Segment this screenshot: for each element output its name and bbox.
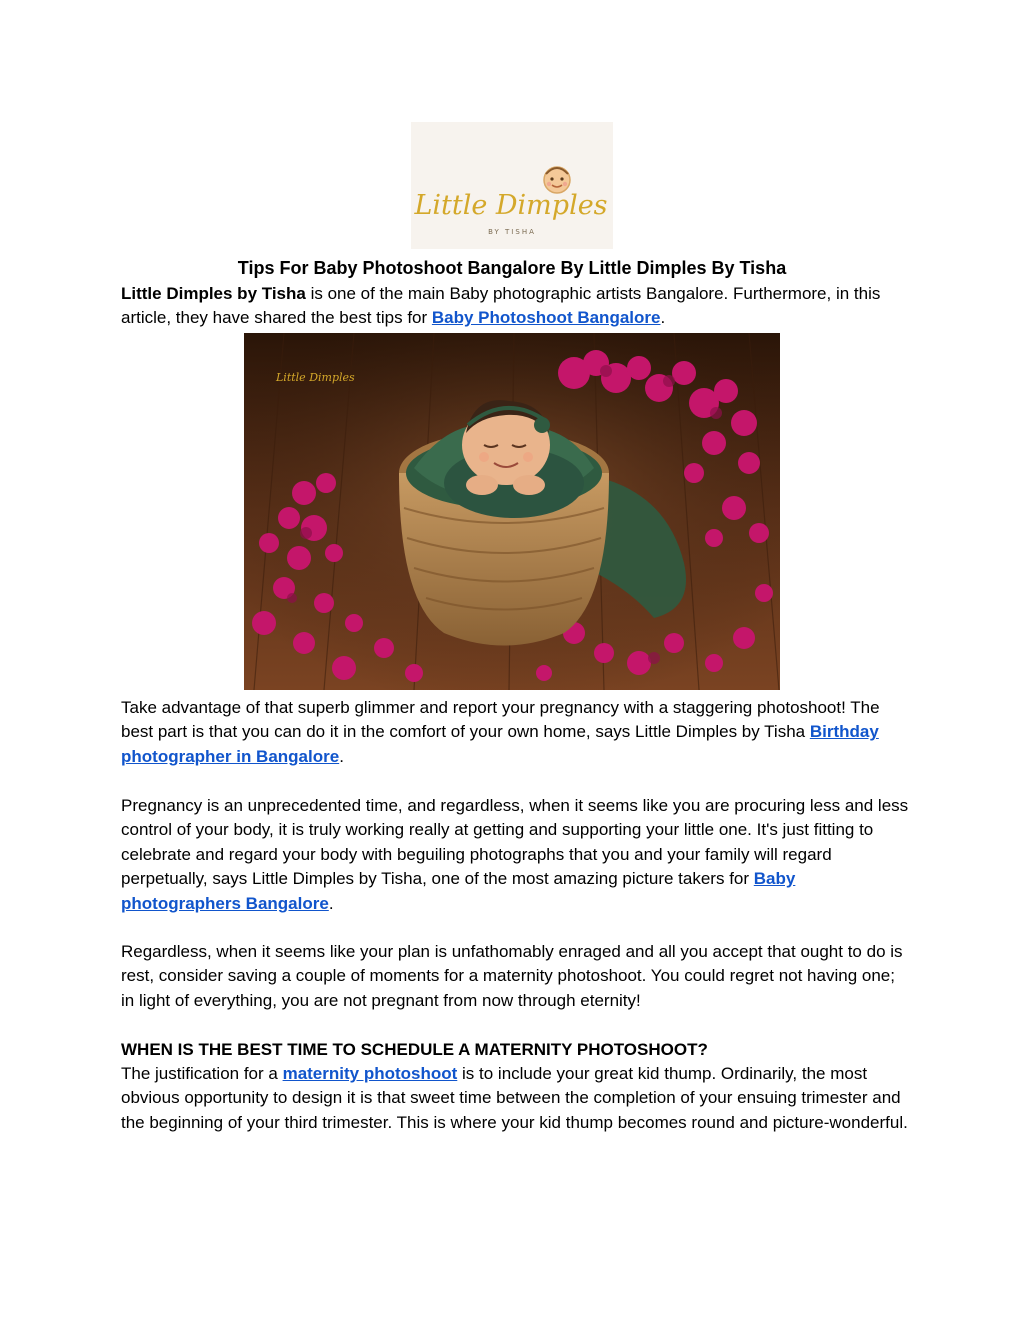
- logo-brand-text: Little Dimples: [414, 190, 608, 221]
- intro-text: is one of the main Baby photographic artists Bangalore. Furthermore, in this article, they have shared the best tips for: [121, 284, 881, 328]
- paragraph-2-end: .: [328, 893, 334, 913]
- photo-watermark: Little Dimples: [276, 371, 355, 384]
- paragraph-4: [121, 1062, 911, 1135]
- page-title: Tips For Baby Photoshoot Bangalore By Little Dimples By Tisha: [237, 258, 787, 278]
- paragraph-1-end: .: [339, 746, 344, 766]
- maternity-photoshoot-link[interactable]: maternity photoshoot: [282, 1064, 458, 1083]
- paragraph-1: [121, 696, 911, 769]
- birthday-photographer-link[interactable]: Birthday photographer in Bangalore: [121, 722, 879, 766]
- paragraph-4-text-before: The justification for a: [121, 1064, 283, 1083]
- baby-photoshoot-link[interactable]: Baby Photoshoot Bangalore: [431, 308, 661, 328]
- paragraph-3: Regardless, when it seems like your plan is unfathomably enraged and all you accept that ought to do is rest, consider saving a couple of moments for a maternity photoshoot. You could regret not having one; in light of everything, you are not pregnant from now through eternity!: [121, 942, 903, 1010]
- paragraph-2: [121, 794, 911, 916]
- paragraph-1-text: Take advantage of that superb glimmer and report your pregnancy with a staggering photoshoot! The best part is that you can do it in the comfort of your own home, says Little Dimples by Tisha: [121, 698, 880, 742]
- brand-logo: [411, 122, 613, 249]
- paragraph-2-text: Pregnancy is an unprecedented time, and regardless, when it seems like you are procuring less and less control of your body, it is truly working really at getting and supporting your little one. It's just fitting to celebrate and regard your body with beguiling photographs that you and your family will regard perpetually, says Little Dimples by Tisha, one of the most amazing picture takers for: [121, 796, 909, 889]
- intro-end: .: [660, 308, 666, 328]
- logo-sub-text: BY TISHA: [488, 228, 536, 236]
- newborn-photo: [244, 333, 780, 690]
- paragraph-4-text-after: is to include your great kid thump. Ordinarily, the most obvious opportunity to design it is that sweet time between the completion of your ensuing trimester and the beginning of your third trimester. This is where your kid thump becomes round and picture-wonderful.: [121, 1064, 908, 1132]
- intro-brand-name: Little Dimples by Tisha: [121, 284, 306, 303]
- section-heading: WHEN IS THE BEST TIME TO SCHEDULE A MATERNITY PHOTOSHOOT?: [121, 1040, 708, 1059]
- baby-photographers-link[interactable]: Baby photographers Bangalore: [121, 869, 796, 913]
- intro-paragraph: [121, 282, 911, 331]
